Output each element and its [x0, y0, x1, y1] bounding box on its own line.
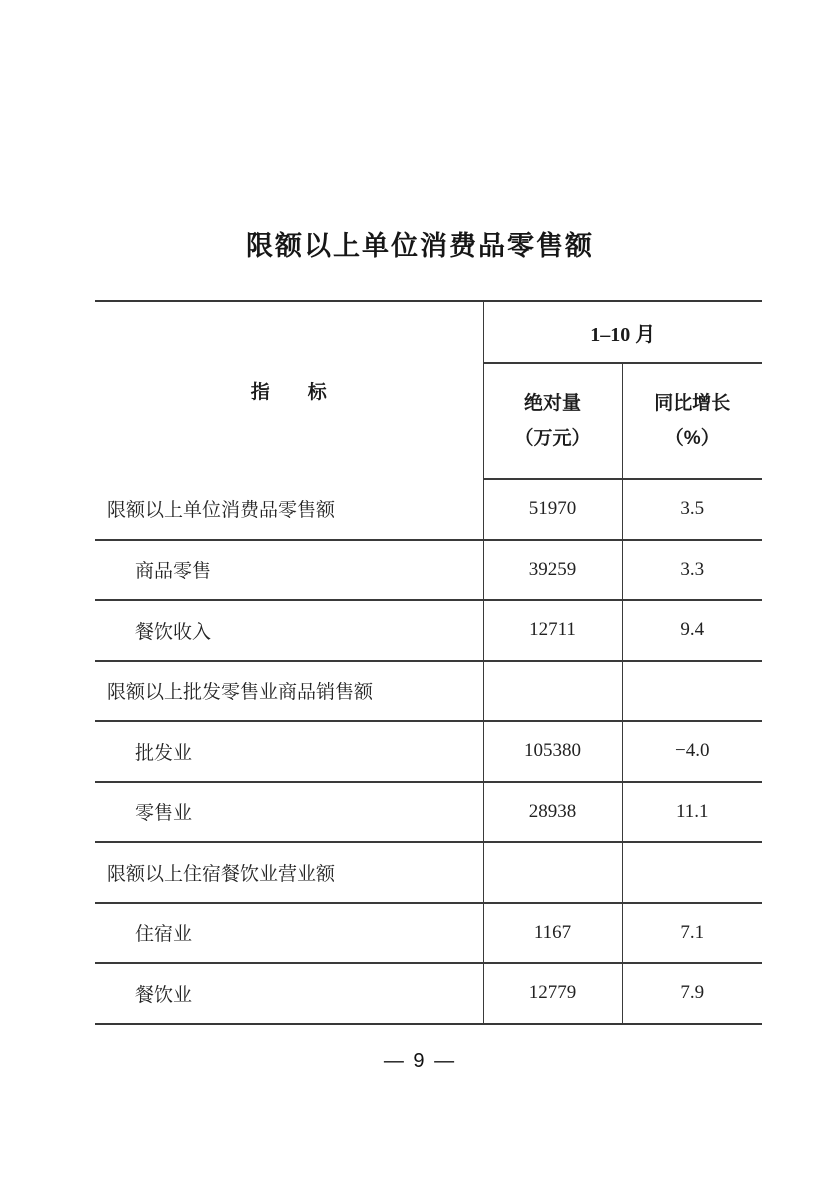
- row-label: 限额以上批发零售业商品销售额: [95, 661, 483, 722]
- growth-value-cell: 7.1: [622, 903, 762, 964]
- absolute-value-cell: 12711: [483, 600, 622, 661]
- growth-value-cell: [622, 842, 762, 903]
- column-header-growth: [622, 363, 762, 479]
- column-header-absolute-line2: （万元）: [514, 428, 591, 449]
- growth-value-cell: −4.0: [622, 721, 762, 782]
- column-header-absolute-line1: 绝对量: [523, 393, 581, 414]
- absolute-value-cell: [483, 842, 622, 903]
- row-label: 批发业: [95, 721, 483, 782]
- statistics-table: [95, 300, 762, 1025]
- absolute-value-cell: 51970: [483, 479, 622, 540]
- page-title: 限额以上单位消费品零售额: [246, 231, 594, 261]
- row-label: 住宿业: [95, 903, 483, 964]
- absolute-value-cell: 105380: [483, 721, 622, 782]
- absolute-value-cell: 1167: [483, 903, 622, 964]
- row-label: 限额以上单位消费品零售额: [95, 479, 483, 540]
- row-label: 商品零售: [95, 540, 483, 601]
- table-row: [95, 600, 762, 661]
- growth-value-cell: 9.4: [622, 600, 762, 661]
- table-row: [95, 782, 762, 843]
- table-row: [95, 842, 762, 903]
- table-row: [95, 721, 762, 782]
- row-label: 限额以上住宿餐饮业营业额: [95, 842, 483, 903]
- table-body: [95, 479, 762, 1024]
- table-row: [95, 661, 762, 722]
- column-header-growth-line1: 同比增长: [654, 393, 731, 414]
- absolute-value-cell: 12779: [483, 963, 622, 1024]
- absolute-value-cell: 28938: [483, 782, 622, 843]
- absolute-value-cell: 39259: [483, 540, 622, 601]
- absolute-value-cell: [483, 661, 622, 722]
- growth-value-cell: 11.1: [622, 782, 762, 843]
- column-header-growth-line2: （%）: [664, 428, 720, 449]
- growth-value-cell: 3.5: [622, 479, 762, 540]
- growth-value-cell: 7.9: [622, 963, 762, 1024]
- table-row: [95, 963, 762, 1024]
- row-label: 餐饮业: [135, 984, 193, 1006]
- column-header-absolute: [483, 363, 622, 479]
- table-row: [95, 540, 762, 601]
- row-label: 餐饮收入: [95, 600, 483, 661]
- table-row: [95, 903, 762, 964]
- column-header-period: 1–10 月: [483, 301, 762, 363]
- table-row: [95, 479, 762, 540]
- growth-value-cell: 3.3: [622, 540, 762, 601]
- table-header: [95, 301, 762, 479]
- growth-value-cell: [622, 661, 762, 722]
- page-number: — 9 —: [383, 1050, 457, 1072]
- row-label: 零售业: [95, 782, 483, 843]
- column-header-indicator: 指 标: [95, 301, 483, 479]
